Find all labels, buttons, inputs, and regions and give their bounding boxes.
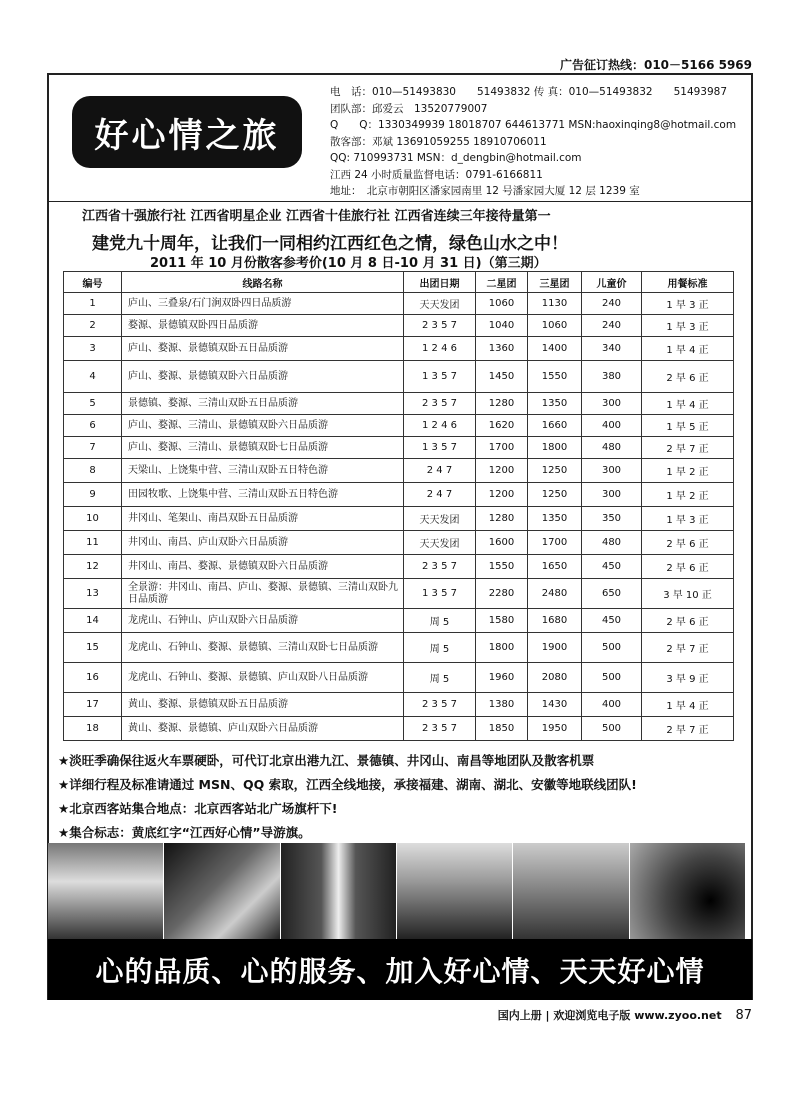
cell-child: 240 bbox=[582, 315, 642, 337]
col-header-route: 线路名称 bbox=[122, 272, 404, 293]
table-row bbox=[64, 531, 734, 555]
cell-2star: 2280 bbox=[476, 579, 528, 609]
cell-2star: 1280 bbox=[476, 393, 528, 415]
contact-block bbox=[330, 84, 750, 200]
cell-meal: 2 早 7 正 bbox=[642, 717, 734, 741]
col-header-meal: 用餐标准 bbox=[642, 272, 734, 293]
cell-3star: 1550 bbox=[528, 361, 582, 393]
cell-no: 10 bbox=[64, 507, 122, 531]
cell-date: 1 3 5 7 bbox=[404, 437, 476, 459]
ad-hotline: 广告征订热线：010－5166 5969 bbox=[559, 58, 752, 72]
cell-no: 12 bbox=[64, 555, 122, 579]
cell-date: 天天发团 bbox=[404, 507, 476, 531]
table-row bbox=[64, 693, 734, 717]
table-row bbox=[64, 717, 734, 741]
cell-3star: 1350 bbox=[528, 507, 582, 531]
table-row bbox=[64, 337, 734, 361]
cell-date: 2 3 5 7 bbox=[404, 315, 476, 337]
cell-route: 黄山、婺源、景德镇双卧五日品质游 bbox=[122, 693, 404, 717]
notes-block bbox=[58, 749, 637, 845]
cell-no: 5 bbox=[64, 393, 122, 415]
table-row bbox=[64, 415, 734, 437]
table-row bbox=[64, 633, 734, 663]
cell-meal: 2 早 6 正 bbox=[642, 531, 734, 555]
photo-strip bbox=[48, 843, 745, 939]
cell-no: 15 bbox=[64, 633, 122, 663]
contact-individual-dept: 散客部：邓斌 13691059255 18910706011 bbox=[330, 135, 547, 148]
cell-child: 450 bbox=[582, 609, 642, 633]
cell-child: 480 bbox=[582, 437, 642, 459]
cell-meal: 1 早 3 正 bbox=[642, 315, 734, 337]
cell-date: 1 2 4 6 bbox=[404, 415, 476, 437]
col-header-date: 出团日期 bbox=[404, 272, 476, 293]
photo-village bbox=[513, 843, 629, 939]
cell-date: 2 4 7 bbox=[404, 459, 476, 483]
cell-date: 2 3 5 7 bbox=[404, 555, 476, 579]
cell-2star: 1960 bbox=[476, 663, 528, 693]
cell-no: 17 bbox=[64, 693, 122, 717]
cell-route: 井冈山、南昌、庐山双卧六日品质游 bbox=[122, 531, 404, 555]
cell-date: 2 4 7 bbox=[404, 483, 476, 507]
page-number: 87 bbox=[735, 1008, 752, 1023]
col-header-no: 编号 bbox=[64, 272, 122, 293]
cell-child: 300 bbox=[582, 459, 642, 483]
cell-meal: 1 早 4 正 bbox=[642, 393, 734, 415]
table-row bbox=[64, 437, 734, 459]
cell-date: 周 5 bbox=[404, 663, 476, 693]
table-row bbox=[64, 579, 734, 609]
table-row bbox=[64, 459, 734, 483]
cell-2star: 1280 bbox=[476, 507, 528, 531]
contact-group-dept: 团队部：邱爱云 13520779007 bbox=[330, 102, 488, 115]
table-row bbox=[64, 609, 734, 633]
table-row bbox=[64, 361, 734, 393]
cell-meal: 1 早 4 正 bbox=[642, 693, 734, 717]
col-header-3star: 三星团 bbox=[528, 272, 582, 293]
cell-meal: 1 早 5 正 bbox=[642, 415, 734, 437]
cell-child: 480 bbox=[582, 531, 642, 555]
note-item: ★淡旺季确保往返火车票硬卧，可代订北京出港九江、景德镇、井冈山、南昌等地团队及散客机票 bbox=[58, 753, 595, 768]
table-row bbox=[64, 663, 734, 693]
cell-child: 500 bbox=[582, 663, 642, 693]
note-item: ★详细行程及标准请通过 MSN、QQ 索取，江西全线地接，承接福建、湖南、湖北、安徽等地联线团队! bbox=[58, 777, 637, 792]
cell-route: 景德镇、婺源、三清山双卧五日品质游 bbox=[122, 393, 404, 415]
cell-2star: 1850 bbox=[476, 717, 528, 741]
cell-route: 全景游：井冈山、南昌、庐山、婺源、景德镇、三清山双卧九日品质游 bbox=[122, 579, 404, 609]
col-header-2star: 二星团 bbox=[476, 272, 528, 293]
cell-2star: 1200 bbox=[476, 459, 528, 483]
cell-meal: 3 早 9 正 bbox=[642, 663, 734, 693]
cell-3star: 1250 bbox=[528, 459, 582, 483]
col-header-child: 儿童价 bbox=[582, 272, 642, 293]
cell-3star: 1660 bbox=[528, 415, 582, 437]
cell-3star: 1950 bbox=[528, 717, 582, 741]
cell-3star: 1700 bbox=[528, 531, 582, 555]
contact-phone: 电 话：010—51493830 51493832 传 真：010—51493832 51493987 bbox=[330, 86, 728, 98]
cell-child: 500 bbox=[582, 717, 642, 741]
cell-route: 婺源、景德镇双卧四日品质游 bbox=[122, 315, 404, 337]
cell-2star: 1580 bbox=[476, 609, 528, 633]
cell-route: 龙虎山、石钟山、婺源、景德镇、三清山双卧七日品质游 bbox=[122, 633, 404, 663]
cell-no: 1 bbox=[64, 293, 122, 315]
cell-2star: 1380 bbox=[476, 693, 528, 717]
cell-no: 18 bbox=[64, 717, 122, 741]
cell-date: 1 3 5 7 bbox=[404, 579, 476, 609]
cell-date: 2 3 5 7 bbox=[404, 717, 476, 741]
cell-no: 8 bbox=[64, 459, 122, 483]
cell-date: 2 3 5 7 bbox=[404, 693, 476, 717]
cell-2star: 1040 bbox=[476, 315, 528, 337]
cell-route: 天梁山、上饶集中营、三清山双卧五日特色游 bbox=[122, 459, 404, 483]
contact-qq-msn-2: QQ: 710993731 MSN：d_dengbin@hotmail.com bbox=[330, 152, 582, 164]
photo-mountain-clouds bbox=[164, 843, 280, 939]
cell-3star: 1680 bbox=[528, 609, 582, 633]
cell-no: 11 bbox=[64, 531, 122, 555]
cell-child: 450 bbox=[582, 555, 642, 579]
cell-child: 340 bbox=[582, 337, 642, 361]
cell-3star: 1060 bbox=[528, 315, 582, 337]
cell-no: 13 bbox=[64, 579, 122, 609]
cell-3star: 1650 bbox=[528, 555, 582, 579]
cell-2star: 1450 bbox=[476, 361, 528, 393]
photo-silhouettes bbox=[630, 843, 745, 939]
cell-2star: 1800 bbox=[476, 633, 528, 663]
footer-slogan-banner: 心的品质、心的服务、加入好心情、天天好心情 bbox=[48, 939, 752, 1000]
cell-3star: 1900 bbox=[528, 633, 582, 663]
cell-route: 田园牧歌、上饶集中营、三清山双卧五日特色游 bbox=[122, 483, 404, 507]
cell-date: 天天发团 bbox=[404, 293, 476, 315]
cell-date: 周 5 bbox=[404, 633, 476, 663]
table-row bbox=[64, 315, 734, 337]
slogan: 建党九十周年，让我们一同相约江西红色之情，绿色山水之中！ bbox=[92, 234, 568, 254]
table-header-row bbox=[64, 272, 734, 293]
cell-child: 380 bbox=[582, 361, 642, 393]
price-subtitle: 2011 年 10 月份散客参考价(10 月 8 日-10 月 31 日)（第三期） bbox=[150, 256, 547, 271]
cell-route: 庐山、婺源、景德镇双卧六日品质游 bbox=[122, 361, 404, 393]
cell-2star: 1550 bbox=[476, 555, 528, 579]
cell-2star: 1060 bbox=[476, 293, 528, 315]
cell-no: 3 bbox=[64, 337, 122, 361]
cell-meal: 1 早 2 正 bbox=[642, 483, 734, 507]
brand-logo: 好心情之旅 bbox=[72, 96, 302, 168]
table-row bbox=[64, 293, 734, 315]
publication-info: 国内上册 | 欢迎浏览电子版 www.zyoo.net bbox=[497, 1009, 722, 1022]
note-item: ★北京西客站集合地点：北京西客站北广场旗杆下! bbox=[58, 801, 338, 816]
cell-meal: 3 早 10 正 bbox=[642, 579, 734, 609]
cell-3star: 1130 bbox=[528, 293, 582, 315]
cell-2star: 1700 bbox=[476, 437, 528, 459]
cell-3star: 1350 bbox=[528, 393, 582, 415]
table-row bbox=[64, 507, 734, 531]
cell-3star: 2080 bbox=[528, 663, 582, 693]
cell-child: 400 bbox=[582, 415, 642, 437]
cell-route: 井冈山、笔架山、南昌双卧五日品质游 bbox=[122, 507, 404, 531]
cell-route: 庐山、三叠泉/石门涧双卧四日品质游 bbox=[122, 293, 404, 315]
cell-date: 2 3 5 7 bbox=[404, 393, 476, 415]
cell-route: 庐山、婺源、三清山、景德镇双卧七日品质游 bbox=[122, 437, 404, 459]
photo-waterfall bbox=[281, 843, 397, 939]
cell-route: 庐山、婺源、景德镇双卧五日品质游 bbox=[122, 337, 404, 361]
cell-child: 350 bbox=[582, 507, 642, 531]
cell-no: 9 bbox=[64, 483, 122, 507]
table-row bbox=[64, 393, 734, 415]
cell-route: 龙虎山、石钟山、婺源、景德镇、庐山双卧八日品质游 bbox=[122, 663, 404, 693]
cell-no: 7 bbox=[64, 437, 122, 459]
cell-no: 6 bbox=[64, 415, 122, 437]
cell-no: 2 bbox=[64, 315, 122, 337]
contact-qq-msn: Q Q：1330349939 18018707 644613771 MSN:haoxinqing8@hotmail.com bbox=[330, 119, 737, 131]
cell-date: 周 5 bbox=[404, 609, 476, 633]
cell-2star: 1360 bbox=[476, 337, 528, 361]
cell-child: 300 bbox=[582, 393, 642, 415]
cell-2star: 1200 bbox=[476, 483, 528, 507]
cell-meal: 1 早 4 正 bbox=[642, 337, 734, 361]
cell-meal: 2 早 6 正 bbox=[642, 555, 734, 579]
cell-meal: 1 早 2 正 bbox=[642, 459, 734, 483]
cell-3star: 2480 bbox=[528, 579, 582, 609]
cell-3star: 1250 bbox=[528, 483, 582, 507]
price-table bbox=[63, 271, 734, 741]
page-footer bbox=[498, 1007, 752, 1023]
cell-child: 300 bbox=[582, 483, 642, 507]
cell-child: 650 bbox=[582, 579, 642, 609]
table-row bbox=[64, 483, 734, 507]
note-item: ★集合标志：黄底红字“江西好心情”导游旗。 bbox=[58, 825, 311, 840]
cell-route: 庐山、婺源、三清山、景德镇双卧六日品质游 bbox=[122, 415, 404, 437]
cell-date: 天天发团 bbox=[404, 531, 476, 555]
cell-3star: 1800 bbox=[528, 437, 582, 459]
divider bbox=[48, 201, 752, 202]
cell-2star: 1620 bbox=[476, 415, 528, 437]
cell-date: 1 3 5 7 bbox=[404, 361, 476, 393]
cell-meal: 1 早 3 正 bbox=[642, 293, 734, 315]
cell-3star: 1400 bbox=[528, 337, 582, 361]
cell-meal: 1 早 3 正 bbox=[642, 507, 734, 531]
cell-route: 黄山、婺源、景德镇、庐山双卧六日品质游 bbox=[122, 717, 404, 741]
contact-quality-hotline: 江西 24 小时质量监督电话：0791-6166811 bbox=[330, 168, 543, 181]
cell-no: 16 bbox=[64, 663, 122, 693]
honors-line: 江西省十强旅行社 江西省明星企业 江西省十佳旅行社 江西省连续三年接待量第一 bbox=[82, 209, 551, 224]
cell-child: 500 bbox=[582, 633, 642, 663]
cell-2star: 1600 bbox=[476, 531, 528, 555]
table-row bbox=[64, 555, 734, 579]
photo-misty-peaks bbox=[397, 843, 513, 939]
cell-route: 龙虎山、石钟山、庐山双卧六日品质游 bbox=[122, 609, 404, 633]
cell-route: 井冈山、南昌、婺源、景德镇双卧六日品质游 bbox=[122, 555, 404, 579]
cell-no: 4 bbox=[64, 361, 122, 393]
cell-meal: 2 早 6 正 bbox=[642, 361, 734, 393]
photo-pine-landscape bbox=[48, 843, 164, 939]
cell-meal: 2 早 6 正 bbox=[642, 609, 734, 633]
cell-meal: 2 早 7 正 bbox=[642, 633, 734, 663]
cell-3star: 1430 bbox=[528, 693, 582, 717]
cell-meal: 2 早 7 正 bbox=[642, 437, 734, 459]
cell-child: 400 bbox=[582, 693, 642, 717]
cell-child: 240 bbox=[582, 293, 642, 315]
cell-no: 14 bbox=[64, 609, 122, 633]
contact-address: 地址： 北京市朝阳区潘家园南里 12 号潘家园大厦 12 层 1239 室 bbox=[330, 185, 640, 197]
cell-date: 1 2 4 6 bbox=[404, 337, 476, 361]
